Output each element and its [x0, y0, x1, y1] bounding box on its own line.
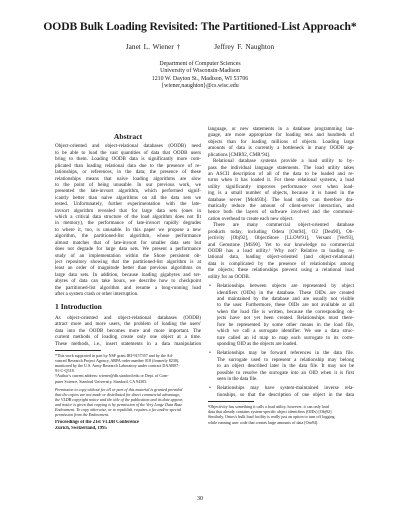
text-line: the partitioned-list algorithm and resume a long-running load: [55, 284, 201, 291]
text-line: ture called an id map to map each surrogate to its corre-: [217, 334, 354, 341]
text-line: permission from the Endowment.: [55, 412, 109, 418]
text-line: *This work supported in part by NSF grant IRI-9157357 and by the Ad-: [55, 353, 174, 359]
text-line: that the copies are not made or distributed for direct commercial advantage,: [55, 391, 181, 397]
text-line: possible to resolve the surrogate into an OID when it is first: [217, 369, 354, 376]
text-line: algorithm, the partitioned-list algorithm, whose performance: [55, 233, 201, 240]
text-line: least an order of magnitude better than previous algorithms on: [55, 265, 201, 272]
text-line: fore be represented by some other means in the load file,: [217, 321, 354, 328]
affiliation-line: 1210 W. Dayton St., Madison, WI 53706: [151, 75, 249, 82]
text-line: guage, are more appropriate for loading tens and hundreds of: [208, 132, 354, 139]
text-line: vanced Research Project Agency, ARPA order number 018 (formerly 8230),: [55, 358, 180, 364]
text-line: data into the OODB becomes more and more important. The: [55, 327, 201, 334]
proceedings-place: Zurich, Switzerland, 1995: [55, 426, 107, 431]
text-line: turns when it has loaded it. For these relational systems, a load: [208, 177, 354, 184]
text-line: current methods of loading create only one object at a time.: [55, 334, 201, 341]
text-line: utility significantly improves performance over when load-: [208, 183, 354, 190]
text-line: †Author's current address: wiener@db.stanford.edu or Dept. of Com-: [55, 373, 169, 379]
text-line: These methods, i.e., insert statements in a data manipulation: [55, 340, 201, 347]
text-line: to an object described later in the data file. It may not be: [217, 363, 354, 370]
paper-title: OODB Bulk Loading Revisited: The Partitioned-List Approach*: [43, 20, 357, 33]
bullet-item: [208, 350, 354, 382]
bullet-marker: •: [209, 385, 211, 392]
text-line: lationships, or references, in the data; the presence of these: [55, 169, 201, 176]
right-column: [208, 126, 354, 425]
text-line: The surrogate used to represent a relationship may belong: [217, 356, 354, 363]
text-line: which we call a surrogate identifier. We use a data struc-: [217, 328, 354, 335]
text-line: does not degrade for large data sets. We present a performance: [55, 246, 201, 253]
text-line: Endowment. To copy otherwise, or to republish, requires a fee and/or special: [55, 407, 182, 413]
text-line: sponding OID as the objects are loaded.: [217, 340, 298, 347]
text-line: icantly better than naive algorithms on all the data sets we: [55, 194, 201, 201]
text-line: ing is a small number of objects, because it is based in the: [208, 190, 354, 197]
affiliation-line: Department of Computer Sciences: [159, 61, 241, 67]
affiliation-email: {wiener,naughton}@cs.wisc.edu: [161, 83, 239, 90]
intro-body: [55, 315, 201, 347]
author-name: Jeffrey F. Naughton: [214, 42, 275, 51]
text-line: hence both the layers of software involved and the communi-: [208, 209, 354, 216]
proceedings-title: Proceedings of the 21st VLDB Conference: [55, 420, 139, 426]
text-line: Relationships may be forward references in the data file.: [217, 350, 354, 357]
text-line: plications [CMR92, CMR‘94].: [208, 151, 271, 158]
text-line: and maintained by the database and are usually not visible: [217, 295, 354, 302]
text-line: abytes of data can take hours, we describe how to checkpoint: [55, 278, 201, 285]
text-line: Object-oriented and object-relational databases (OODB) need: [55, 143, 201, 150]
text-line: database server [Moh93b]. The load utility can therefore dra-: [208, 196, 354, 203]
footnote-rule: [208, 401, 254, 402]
text-line: the VLDB copyright notice and the title of the publication and its date appear,: [55, 396, 183, 402]
text-line: objects than for loading millions of objects. Loading large: [208, 138, 354, 145]
text-line: invsort algorithm revealed that for large data sets (ones in: [55, 207, 201, 214]
text-line: in memory), the performance of late-invsort rapidly degrades: [55, 220, 201, 227]
text-line: ¹Objectivity has something it calls a load utility, however, it can only load: [208, 404, 329, 410]
text-line: matically reduce the amount of client-server interaction, and: [208, 203, 354, 210]
text-line: data is complicated by the presence of relationships among: [208, 260, 354, 267]
text-line: monitored by the U.S. Army Research Laboratory under contract DAAB07-: [55, 363, 180, 369]
abstract-heading: Abstract: [113, 132, 143, 141]
proceedings-line: [55, 420, 201, 432]
text-line: to be able to load the vast quantities of data that OODB users: [55, 149, 201, 156]
author-name: Janet L. Wiener †: [125, 42, 181, 51]
text-line: language, or new statements in a database programming lan-: [208, 126, 354, 132]
text-line: products today, including Odera [Ont94], O2 [Deu90], Ob-: [208, 228, 354, 235]
right-para-2: [208, 158, 354, 222]
text-line: relationships means that naive loading algorithms are slow: [55, 175, 201, 182]
text-line: which a critical data structure of the load algorithm does not fit: [55, 214, 201, 221]
text-line: Similarly, Ontos's bulk load facility is really just an option to turn off logging: [208, 414, 335, 420]
text-line: jectivity [Obj92], ObjectStore [LLOW91], Versant [Ver93],: [208, 235, 354, 242]
text-line: to where it, too, is unusable. In this paper we propose a new: [55, 226, 201, 233]
text-line: to the user. Furthermore, these OIDs are not available at all: [217, 302, 354, 309]
text-line: after a system crash or other interruption.: [55, 291, 139, 298]
bullet-marker: •: [209, 350, 211, 357]
footnote-rule: [55, 350, 101, 351]
text-line: lational data, loading object-oriented (and object-relational): [208, 254, 354, 261]
permission-notice: [55, 387, 201, 418]
affiliation-block: [0, 61, 400, 91]
objectivity-footnote: [208, 404, 354, 424]
text-line: tested. Unfortunately, further experimentation with the late-: [55, 201, 201, 208]
text-line: tionships, so that the description of one object in the data: [217, 391, 354, 398]
text-line: plicated than loading relational data due to the presence of re-: [55, 162, 201, 169]
text-line: There are many commercial object-oriented database: [213, 222, 354, 229]
section-heading-introduction: 1 Introduction: [55, 301, 102, 311]
text-line: Relationships between objects are represented by object: [217, 283, 354, 290]
text-line: cation overhead to create each new object.: [208, 215, 294, 222]
left-column: [55, 134, 201, 432]
text-line: data that already contains system-specific object identifiers (OIDs) [Obj92].: [208, 409, 333, 415]
abstract-body: [55, 143, 201, 297]
text-line: ject repository showing that the partitioned-list algorithm is at: [55, 259, 201, 266]
text-line: to the point of being unusable. In our previous work, we: [55, 181, 201, 188]
text-line: As object-oriented and object-relational databases (OODB): [55, 314, 201, 321]
text-line: and notice is given that copying is by permission of the Very Large Data Base: [55, 401, 183, 407]
text-line: while running user code that creates large amounts of data [Ont94].: [208, 419, 319, 425]
text-line: when the load file is written, because the corresponding ob-: [217, 308, 354, 315]
text-line: puter Science, Stanford University, Stanford, CA 94305.: [55, 378, 148, 384]
text-line: bring to them. Loading OODB data is significantly more com-: [55, 156, 201, 163]
right-para-3: [208, 222, 354, 280]
text-line: 91-C-Q518.: [55, 368, 75, 374]
text-line: utility for an OODB.: [208, 273, 251, 280]
text-line: amounts of data is currently a bottleneck in many OODB ap-: [208, 145, 354, 152]
text-line: study of an implementation within the Shore persistent ob-: [55, 252, 201, 259]
funding-footnote: [55, 353, 201, 384]
page-number: 30: [197, 496, 203, 502]
text-line: the objects; these relationships prevent using a relational load: [208, 267, 354, 274]
bullet-item: [208, 283, 354, 347]
text-line: almost matches that of late-invsort for smaller data sets but: [55, 239, 201, 246]
text-line: and Gemstone [MS90]. Yet to our knowledge no commercial: [208, 241, 354, 248]
text-line: Relational database systems provide a load utility to by-: [213, 158, 354, 165]
text-line: seen in the data file.: [217, 376, 258, 383]
bullet-item: [208, 385, 354, 398]
right-para-1: [208, 126, 354, 158]
text-line: OODB has a load utility.¹ Why not? Relative to loading re-: [208, 248, 354, 255]
text-line: pass the individual language statements. The load utility takes: [208, 164, 354, 171]
text-line: an ASCII description of all of the data to be loaded and re-: [208, 170, 354, 177]
author-list: [0, 42, 400, 51]
text-line: Relationships may have system-maintained inverse rela-: [217, 385, 354, 392]
text-line: large data sets. In addition, because loading gigabytes and ter-: [55, 271, 201, 278]
text-line: identifiers (OIDs) in the database. These OIDs are created: [217, 289, 354, 296]
affiliation-line: University of Wisconsin-Madison: [160, 68, 240, 75]
text-line: presented the late-invsort algorithm, which performed signif-: [55, 188, 201, 195]
text-line: jects have not yet been created. Relationships must there-: [217, 315, 354, 322]
text-line: attract more and more users, the problem of loading the users': [55, 321, 201, 328]
bullet-marker: •: [209, 283, 211, 290]
text-line: Permission to copy without fee all or part of this material is granted provided: [55, 386, 183, 392]
